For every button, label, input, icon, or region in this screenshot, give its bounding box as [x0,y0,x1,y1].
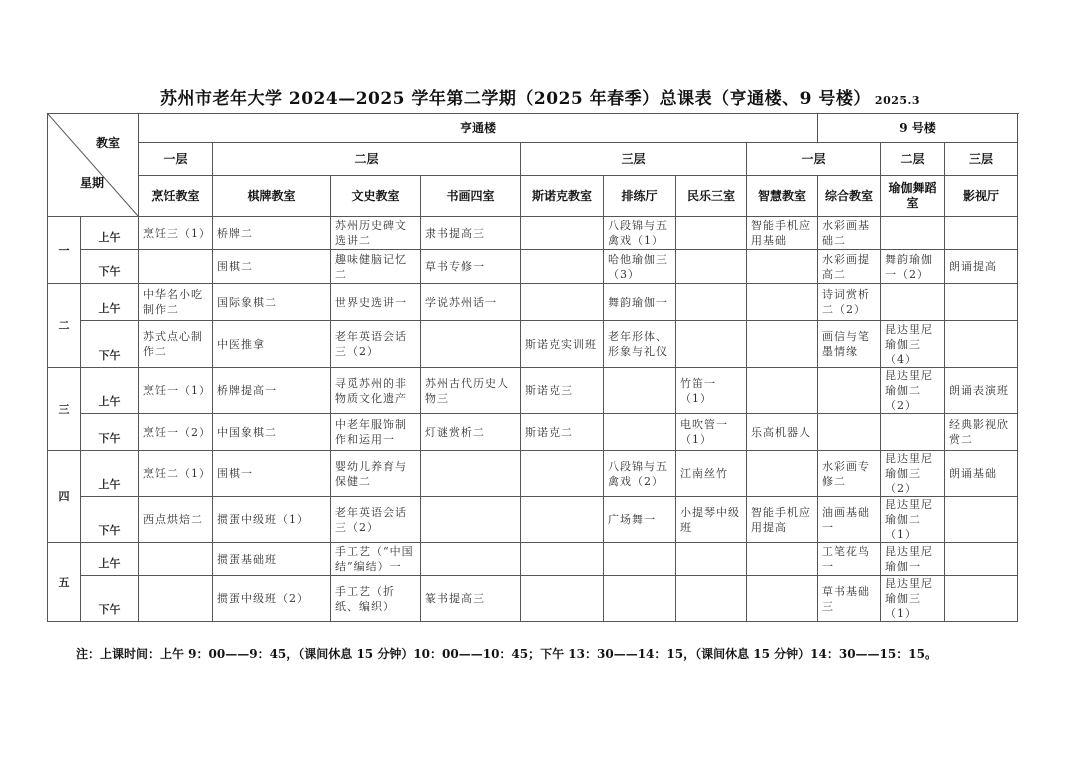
course-cell [747,284,818,321]
weekday-cell: 二 [48,284,81,368]
floor-header: 二层 [213,143,521,176]
course-cell [945,576,1018,622]
room-header: 综合教室 [818,176,881,217]
room-header: 影视厅 [945,176,1018,217]
course-cell [945,543,1018,576]
course-cell: 国际象棋二 [213,284,331,321]
course-cell: 中国象棋二 [213,414,331,451]
period-cell: 下午 [81,250,139,284]
course-cell [881,217,945,250]
course-cell [604,368,676,414]
course-cell: 小提琴中级班 [676,497,747,543]
course-cell [881,284,945,321]
floor-header: 三层 [945,143,1018,176]
course-cell: 寻觅苏州的非物质文化遗产 [331,368,421,414]
period-cell: 上午 [81,451,139,497]
course-cell [747,368,818,414]
room-header: 民乐三室 [676,176,747,217]
table-row [48,217,1018,250]
course-cell [881,414,945,451]
course-cell [521,451,604,497]
course-cell: 昆达里尼瑜伽三（1） [881,576,945,622]
title-text: 苏州市老年大学 2024—2025 学年第二学期（2025 年春季）总课表（亨通楼、9 号楼） [159,89,871,109]
course-cell: 围棋一 [213,451,331,497]
course-cell [139,576,213,622]
period-cell: 上午 [81,543,139,576]
course-cell: 草书基础三 [818,576,881,622]
course-cell: 八段锦与五禽戏（2） [604,451,676,497]
room-axis-label: 教室 [95,136,120,150]
table-row [48,368,1018,414]
course-cell: 烹饪一（1） [139,368,213,414]
course-cell [818,414,881,451]
course-cell: 水彩画提高二 [818,250,881,284]
course-cell [521,217,604,250]
course-cell [604,543,676,576]
course-cell: 草书专修一 [421,250,521,284]
course-cell: 昆达里尼瑜伽二（2） [881,368,945,414]
course-cell [421,497,521,543]
weekday-cell: 四 [48,451,81,543]
course-cell: 世界史选讲一 [331,284,421,321]
weekday-cell: 五 [48,543,81,622]
course-cell: 苏州历史碑文选讲二 [331,217,421,250]
course-cell: 老年英语会话三（2） [331,321,421,368]
period-cell: 下午 [81,576,139,622]
course-cell: 掼蛋中级班（2） [213,576,331,622]
course-cell [945,217,1018,250]
corner-header [48,114,139,217]
course-cell [521,284,604,321]
course-cell: 老年英语会话三（2） [331,497,421,543]
course-cell: 桥牌二 [213,217,331,250]
room-header: 排练厅 [604,176,676,217]
diagonal-divider [48,114,138,216]
table-row [48,451,1018,497]
course-cell [747,543,818,576]
course-cell: 学说苏州话一 [421,284,521,321]
course-cell: 朗诵提高 [945,250,1018,284]
floor-header: 三层 [521,143,747,176]
course-cell: 隶书提高三 [421,217,521,250]
course-cell: 昆达里尼瑜伽二（1） [881,497,945,543]
course-cell: 工笔花鸟一 [818,543,881,576]
course-cell [945,321,1018,368]
course-cell: 水彩画基础二 [818,217,881,250]
course-cell [945,284,1018,321]
period-cell: 上午 [81,217,139,250]
course-cell: 婴幼儿养育与保健二 [331,451,421,497]
course-cell [945,497,1018,543]
floor-header: 二层 [881,143,945,176]
course-cell: 油画基础一 [818,497,881,543]
course-cell [676,321,747,368]
room-header: 棋牌教室 [213,176,331,217]
course-cell [676,217,747,250]
course-cell: 烹饪二（1） [139,451,213,497]
course-cell: 手工艺（折纸、编织） [331,576,421,622]
room-header: 烹饪教室 [139,176,213,217]
course-cell: 手工艺（“中国结”编结）一 [331,543,421,576]
building-header: 亨通楼 [139,114,818,143]
room-header: 智慧教室 [747,176,818,217]
course-cell: 哈他瑜伽三（3） [604,250,676,284]
course-cell: 昆达里尼瑜伽三（2） [881,451,945,497]
course-cell: 桥牌提高一 [213,368,331,414]
course-cell: 乐高机器人 [747,414,818,451]
course-cell: 智能手机应用基础 [747,217,818,250]
course-cell: 竹笛一（1） [676,368,747,414]
room-header: 书画四室 [421,176,521,217]
course-cell: 广场舞一 [604,497,676,543]
course-cell: 昆达里尼瑜伽一 [881,543,945,576]
course-cell [747,451,818,497]
course-cell: 诗词赏析二（2） [818,284,881,321]
course-cell: 水彩画专修二 [818,451,881,497]
period-cell: 上午 [81,368,139,414]
table-row [48,543,1018,576]
course-cell: 烹饪一（2） [139,414,213,451]
room-header: 瑜伽舞蹈室 [881,176,945,217]
course-cell: 经典影视欣赏二 [945,414,1018,451]
course-cell [421,321,521,368]
course-cell [676,284,747,321]
course-cell [747,321,818,368]
course-cell: 中医推拿 [213,321,331,368]
course-cell: 中老年服饰制作和运用一 [331,414,421,451]
title-date: 2025.3 [874,94,921,107]
course-cell: 灯谜赏析二 [421,414,521,451]
table-row [48,250,1018,284]
course-cell: 昆达里尼瑜伽三（4） [881,321,945,368]
period-cell: 上午 [81,284,139,321]
floor-header: 一层 [747,143,881,176]
building-header: 9 号楼 [818,114,1018,143]
table-row [48,576,1018,622]
course-cell: 斯诺克三 [521,368,604,414]
course-cell: 趣味健脑记忆二 [331,250,421,284]
course-cell: 朗诵基础 [945,451,1018,497]
course-cell [421,543,521,576]
course-cell [604,576,676,622]
table-row [48,321,1018,368]
room-header: 文史教室 [331,176,421,217]
course-cell: 斯诺克二 [521,414,604,451]
course-cell [747,576,818,622]
course-cell: 江南丝竹 [676,451,747,497]
weekday-cell: 一 [48,217,81,284]
room-header: 斯诺克教室 [521,176,604,217]
course-cell [676,543,747,576]
weekday-cell: 三 [48,368,81,451]
period-cell: 下午 [81,497,139,543]
course-cell [747,250,818,284]
course-cell: 西点烘焙二 [139,497,213,543]
course-cell: 画信与笔墨情缘 [818,321,881,368]
class-time-note: 注：上课时间：上午 9：00——9：45，（课间休息 15 分钟）10：00——10：45；下午 13：30——14：15，（课间休息 15 分钟）14：30——15：15。 [76,647,937,661]
table-row [48,284,1018,321]
course-cell [604,414,676,451]
weekday-axis-label: 星期 [80,176,105,190]
schedule-table [47,113,1018,622]
course-cell: 智能手机应用提高 [747,497,818,543]
course-cell: 中华名小吃制作二 [139,284,213,321]
floor-header: 一层 [139,143,213,176]
course-cell [521,576,604,622]
table-row [48,414,1018,451]
course-cell: 八段锦与五禽戏（1） [604,217,676,250]
table-row [48,497,1018,543]
period-cell: 下午 [81,321,139,368]
course-cell [421,451,521,497]
course-cell [521,497,604,543]
course-cell: 篆书提高三 [421,576,521,622]
schedule-body [48,217,1018,622]
course-cell: 斯诺克实训班 [521,321,604,368]
course-cell: 烹饪三（1） [139,217,213,250]
course-cell: 苏州古代历史人物三 [421,368,521,414]
course-cell: 舞韵瑜伽一 [604,284,676,321]
course-cell: 朗诵表演班 [945,368,1018,414]
course-cell [676,250,747,284]
course-cell [521,250,604,284]
course-cell: 电吹管一（1） [676,414,747,451]
course-cell [139,543,213,576]
page-title [0,84,1080,109]
course-cell: 掼蛋基础班 [213,543,331,576]
period-cell: 下午 [81,414,139,451]
course-cell [818,368,881,414]
course-cell [139,250,213,284]
course-cell: 围棋二 [213,250,331,284]
course-cell [521,543,604,576]
course-cell: 苏式点心制作二 [139,321,213,368]
course-cell: 掼蛋中级班（1） [213,497,331,543]
course-cell [676,576,747,622]
course-cell: 舞韵瑜伽一（2） [881,250,945,284]
course-cell: 老年形体、形象与礼仪 [604,321,676,368]
